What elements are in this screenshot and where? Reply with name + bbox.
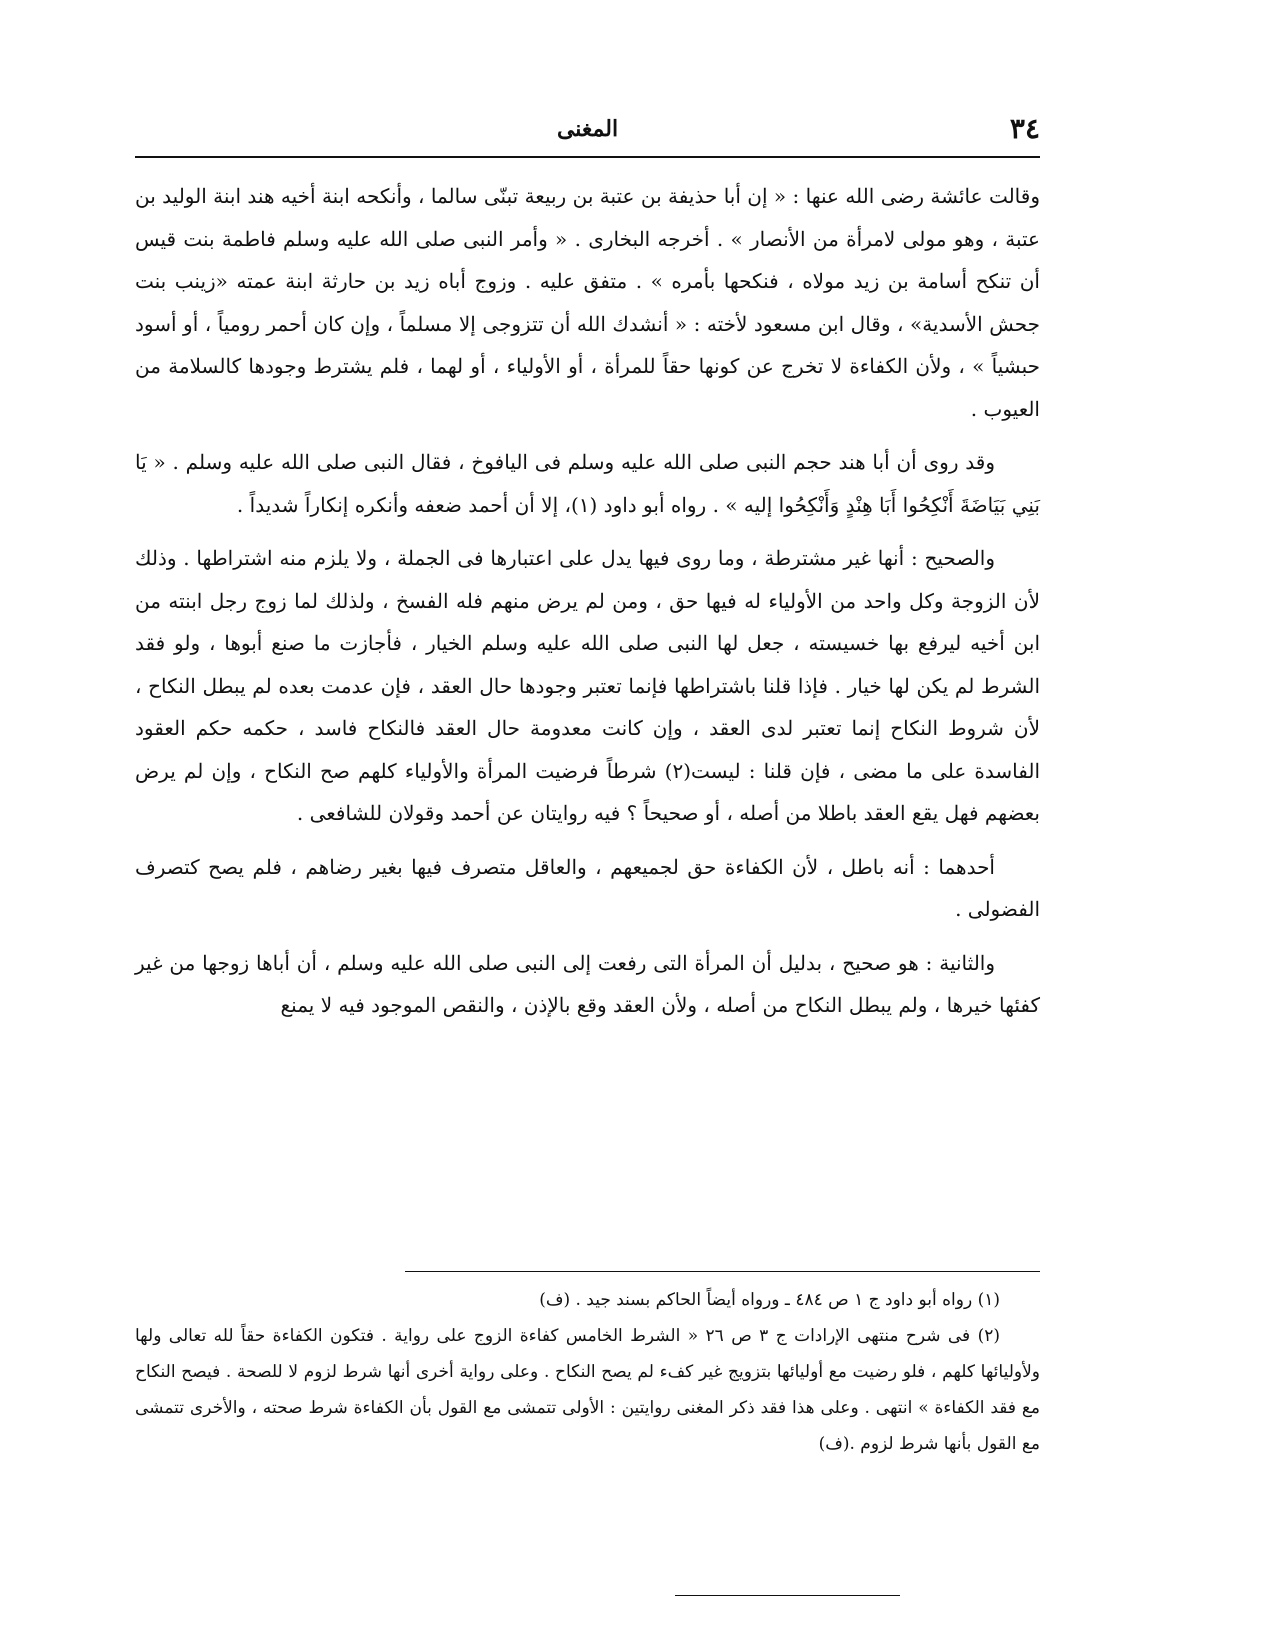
- paragraph-2: وقد روى أن أبا هند حجم النبى صلى الله عليه وسلم فى اليافوخ ، فقال النبى صلى الله عليه وسلم . « يَا بَنِي بَيَاضَةَ أَنْكِحُوا أَبَا هِنْدٍ وَأَنْكِحُوا إليه » . رواه أبو داود (١)، إلا أن أحمد ضعفه وأنكره إنكاراً شديداً .: [135, 450, 1040, 517]
- running-title: المغنى: [556, 116, 619, 142]
- page-number: ٣٤: [1009, 112, 1040, 145]
- paragraph-4: أحدهما : أنه باطل ، لأن الكفاءة حق لجميعهم ، والعاقل متصرف فيها بغير رضاهم ، فلم يصح كتصرف الفضولى .: [135, 854, 1040, 921]
- paragraph-3: والصحيح : أنها غير مشترطة ، وما روى فيها يدل على اعتبارها فى الجملة ، ولا يلزم منه اشتراطها . وذلك لأن الزوجة وكل واحد من الأولياء له فيها حق ، ومن لم يرض منهم فله الفسخ ، ولذلك لما زوج رجل ابنته من ابن أخيه ليرفع بها خسيسته ، جعل لها النبى صلى الله عليه وسلم الخيار ، فأجازت ما صنع أبوها ، ولو فقد الشرط لم يكن لها خيار . فإذا قلنا باشتراطها فإنما تعتبر وجودها حال العقد ، فإن عدمت بعده لم يبطل النكاح ، لأن شروط النكاح إنما تعتبر لدى العقد ، وإن كانت معدومة حال العقد فالنكاح فاسد ، حكمه حكم العقود الفاسدة على ما مضى ، فإن قلنا : ليست(٢) شرطاً فرضيت المرأة والأولياء كلهم صح النكاح ، وإن لم يرض بعضهم فهل يقع العقد باطلا من أصله ، أو صحيحاً ؟ فيه روايتان عن أحمد وقولان للشافعى .: [135, 546, 1041, 825]
- page-header: [135, 112, 1040, 152]
- footnote-separator: [405, 1271, 1040, 1272]
- bottom-rule: [675, 1595, 900, 1596]
- footnote-2: (٢) فى شرح منتهى الإرادات ج ٣ ص ٢٦ « الشرط الخامس كفاءة الزوج على رواية . فتكون الكفاءة حقاً لله تعالى ولها ولأوليائها كلهم ، فلو رضيت مع أوليائها بتزويج غير كفء لم يصح النكاح . وعلى رواية أخرى أنها شرط لزوم لا للصحة . فيصح النكاح مع فقد الكفاءة » انتهى . وعلى هذا فقد ذكر المغنى روايتين : الأولى تتمشى مع القول بأن الكفاءة شرط صحته ، والأخرى تتمشى مع القول بأنها شرط لزوم .(ف): [135, 1326, 1040, 1454]
- footnote-1: (١) رواه أبو داود ج ١ ص ٤٨٤ ـ ورواه أيضاً الحاكم بسند جيد . (ف): [539, 1290, 1000, 1310]
- main-text: [135, 175, 1040, 1038]
- paragraph-1: وقالت عائشة رضى الله عنها : « إن أبا حذيفة بن عتبة بن ربيعة تبنّى سالما ، وأنكحه ابنة أخيه هند ابنة الوليد بن عتبة ، وهو مولى لامرأة من الأنصار » . أخرجه البخارى . « وأمر النبى صلى الله عليه وسلم فاطمة بنت قيس أن تنكح أسامة بن زيد مولاه ، فنكحها بأمره » . متفق عليه . وزوج أباه زيد بن حارثة ابنة عمته «زينب بنت جحش الأسدية» ، وقال ابن مسعود لأخته : « أنشدك الله أن تتزوجى إلا مسلماً ، وإن كان أحمر رومياً ، أو أسود حبشياً » ، ولأن الكفاءة لا تخرج عن كونها حقاً للمرأة ، أو الأولياء ، أو لهما ، فلم يشترط وجودها كالسلامة من العيوب .: [135, 184, 1040, 421]
- paragraph-5: والثانية : هو صحيح ، بدليل أن المرأة التى رفعت إلى النبى صلى الله عليه وسلم ، أن أباها زوجها من غير كفئها خيرها ، ولم يبطل النكاح من أصله ، ولأن العقد وقع بالإذن ، والنقص الموجود فيه لا يمنع: [135, 950, 1040, 1017]
- header-rule: [135, 156, 1040, 158]
- footnotes: [135, 1282, 1040, 1462]
